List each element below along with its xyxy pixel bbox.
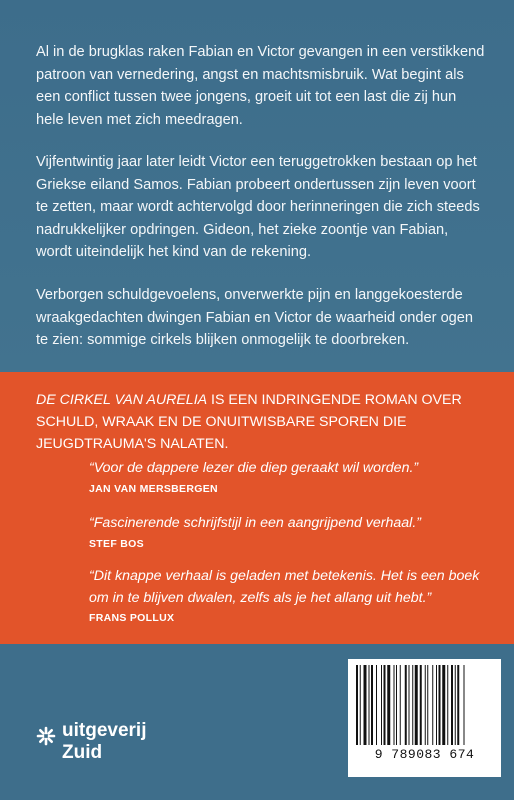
barcode-bar — [371, 665, 373, 745]
starburst-icon — [36, 726, 56, 746]
footer-section — [0, 644, 514, 800]
barcode-bar — [360, 665, 361, 745]
barcode-bar — [439, 665, 441, 745]
barcode-bar — [447, 665, 448, 745]
barcode-bar — [405, 665, 407, 745]
barcode-bar — [369, 665, 370, 745]
barcode-bar — [396, 665, 397, 745]
barcode-bar — [427, 665, 428, 745]
quotes-band — [0, 372, 514, 644]
barcode-bar — [384, 665, 386, 745]
review-quote: “Dit knappe verhaal is geladen met betekenis. Het is een boek om in te blijven dwalen, zelfs als je het allang uit hebt.” — [89, 568, 480, 606]
barcode-bar — [381, 665, 382, 745]
barcode-bar — [436, 665, 437, 745]
barcode-bar — [415, 665, 418, 745]
review-author: JAN VAN MERSBERGEN — [89, 483, 218, 495]
publisher-name-line-2: Zuid — [62, 742, 103, 763]
book-title: DE CIRKEL VAN AURELIA — [36, 392, 208, 408]
barcode-bar — [457, 665, 459, 745]
barcode-bars — [356, 665, 493, 745]
barcode-bar — [387, 665, 390, 745]
isbn-number: 9 789083 674 — [374, 747, 475, 762]
lead-statement — [36, 389, 496, 455]
barcode-bar — [455, 665, 456, 745]
publisher-name-line-1: uitgeverij — [62, 720, 147, 741]
review-author: STEF BOS — [89, 538, 144, 550]
barcode-bar — [451, 665, 453, 745]
barcode-bar — [364, 665, 367, 745]
blurb-paragraph-3: Verborgen schuldgevoelens, onverwerkte pijn en langgekoesterde wraakgedachten dwingen Fabian en Victor de waarheid onder ogen te zien: sommige cirkels blijken onmogelijk te doorbreken. — [36, 287, 474, 348]
blurb-paragraph-2: Vijfentwintig jaar later leidt Victor een teruggetrokken bestaan op het Griekse eiland Samos. Fabian probeert ondertussen zijn leven voort te zetten, maar wordt achtervolgd door herinneringen die zich steeds nadrukkelijker opdringen. Gideon, het zieke zoontje van Fabian, wordt uiteindelijk het kind van de rekening. — [36, 154, 480, 260]
barcode-bar — [412, 665, 413, 745]
barcode-bar — [394, 665, 395, 745]
review-quote: “Voor de dappere lezer die diep geraakt wil worden.” — [89, 460, 419, 476]
barcode-bar — [409, 665, 410, 745]
barcode-bar — [376, 665, 377, 745]
blurb-paragraph-1: Al in de brugklas raken Fabian en Victor gevangen in een verstikkend patroon van vernedering, angst en machtsmisbruik. Wat begint als een conflict tussen twee jongens, groeit uit tot een last die zij hun hele leven met zich meedragen. — [36, 44, 485, 128]
barcode-bar — [464, 665, 465, 745]
barcode — [348, 659, 501, 777]
barcode-bar — [420, 665, 422, 745]
lead-text: IS EEN INDRINGENDE ROMAN OVER SCHULD, WRAAK EN DE ONUITWISBARE SPOREN DIE JEUGDTRAUMA'S NALATEN. — [36, 392, 462, 452]
barcode-bar — [356, 665, 358, 745]
barcode-bar — [425, 665, 426, 745]
barcode-bar — [442, 665, 445, 745]
blurb-section — [0, 0, 514, 372]
barcode-bar — [432, 665, 433, 745]
publisher-logo — [36, 720, 186, 770]
barcode-bar — [400, 665, 401, 745]
review-quote: “Fascinerende schrijfstijl in een aangrijpend verhaal.” — [89, 515, 421, 531]
review-author: FRANS POLLUX — [89, 612, 175, 624]
